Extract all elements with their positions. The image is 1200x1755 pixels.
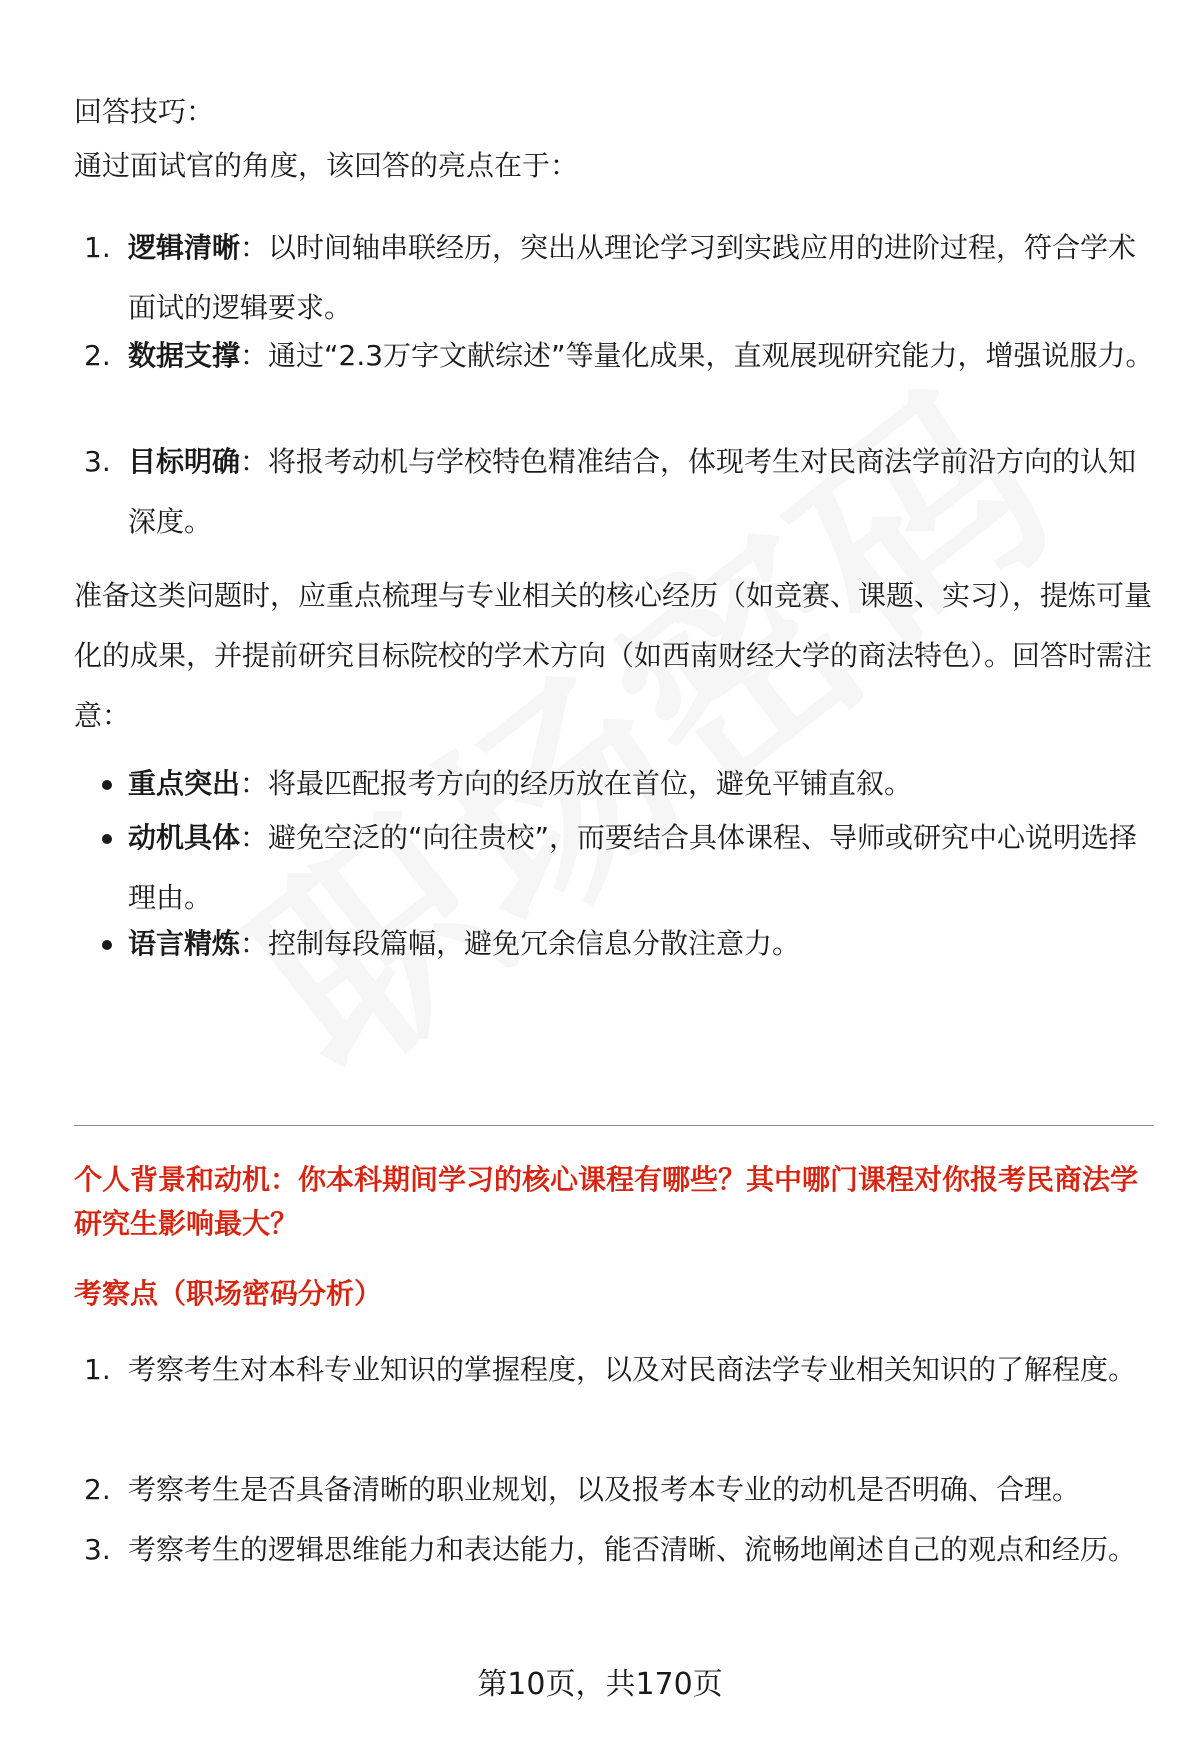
- note-text: ：避免空泛的“向往贵校”，而要结合具体课程、导师或研究中心说明选择理由。: [128, 821, 1138, 914]
- highlight-text: ：通过“2.3万字文献综述”等量化成果，直观展现研究能力，增强说服力。: [240, 339, 1154, 372]
- note-item-1: [74, 754, 1154, 814]
- prep-paragraph: 准备这类问题时，应重点梳理与专业相关的核心经历（如竞赛、课题、实习），提炼可量化的成果，并提前研究目标院校的学术方向（如西南财经大学的商法特色）。回答时需注意：: [74, 579, 1153, 732]
- highlight-term: 数据支撑: [128, 339, 241, 372]
- bullet-icon: [102, 780, 112, 790]
- question-heading: 个人背景和动机：你本科期间学习的核心课程有哪些？其中哪门课程对你报考民商法学研究生影响最大？: [74, 1163, 1139, 1240]
- list-number: 3.: [84, 1533, 111, 1566]
- note-term: 重点突出: [128, 767, 241, 800]
- analysis-item-3: [74, 1520, 1154, 1580]
- note-text: ：将最匹配报考方向的经历放在首位，避免平铺直叙。: [240, 767, 913, 800]
- highlight-term: 逻辑清晰: [128, 231, 241, 264]
- page-number: 第10页，共170页: [477, 1667, 723, 1702]
- note-term: 语言精炼: [128, 927, 241, 960]
- analysis-heading: 考察点（职场密码分析）: [74, 1277, 383, 1310]
- note-item-3: [74, 914, 1154, 974]
- analysis-item-2: [74, 1460, 1154, 1520]
- highlight-text: ：以时间轴串联经历，突出从理论学习到实践应用的进阶过程，符合学术面试的逻辑要求。: [128, 231, 1137, 324]
- highlight-term: 目标明确: [128, 445, 241, 478]
- note-text: ：控制每段篇幅，避免冗余信息分散注意力。: [240, 927, 801, 960]
- section-divider: [74, 1125, 1154, 1126]
- highlight-item-3: [74, 432, 1154, 552]
- highlight-item-2: [74, 326, 1154, 386]
- list-number: 2.: [84, 339, 111, 372]
- bullet-icon: [102, 940, 112, 950]
- bullet-icon: [102, 834, 112, 844]
- analysis-item-1: [74, 1340, 1154, 1400]
- highlight-item-1: [74, 218, 1154, 338]
- highlight-text: ：将报考动机与学校特色精准结合，体现考生对民商法学前沿方向的认知深度。: [128, 445, 1137, 538]
- tips-intro: 通过面试官的角度，该回答的亮点在于：: [74, 149, 579, 182]
- list-number: 3.: [84, 445, 111, 478]
- analysis-text: 考察考生的逻辑思维能力和表达能力，能否清晰、流畅地阐述自己的观点和经历。: [128, 1533, 1137, 1566]
- list-number: 1.: [84, 231, 111, 264]
- analysis-text: 考察考生是否具备清晰的职业规划，以及报考本专业的动机是否明确、合理。: [128, 1473, 1081, 1506]
- tips-heading: 回答技巧：: [74, 95, 215, 128]
- list-number: 2.: [84, 1473, 111, 1506]
- note-item-2: [74, 808, 1154, 928]
- list-number: 1.: [84, 1353, 111, 1386]
- analysis-text: 考察考生对本科专业知识的掌握程度，以及对民商法学专业相关知识的了解程度。: [128, 1353, 1137, 1386]
- note-term: 动机具体: [128, 821, 241, 854]
